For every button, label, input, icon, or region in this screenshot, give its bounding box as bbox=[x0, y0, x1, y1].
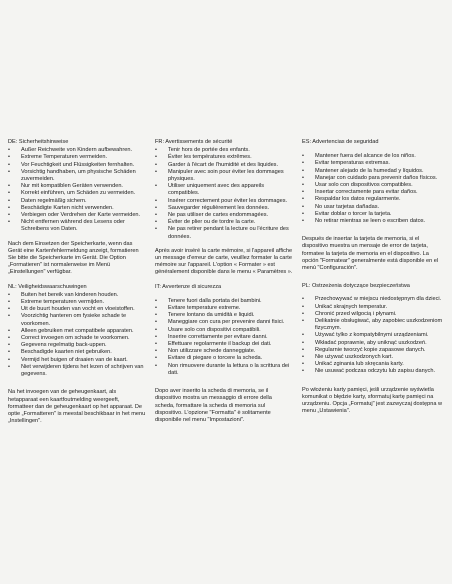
section-heading-fr: FR: Avertissements de sécurité bbox=[155, 139, 233, 145]
section-heading-nl: NL: Veiligheidswaarschuwingen bbox=[8, 283, 87, 290]
list-item: • Niet verwijderen tijdens het lezen of schrijven van gegevens. bbox=[8, 364, 146, 378]
list-item: • Daten regelmäßig sichern. bbox=[8, 198, 146, 205]
list-item: • Außer Reichweite von Kindern aufbewahren. bbox=[8, 147, 146, 154]
list-item: • Éviter de plier ou de tordre la carte. bbox=[155, 219, 293, 226]
list-item: • Voorzichtig hanteren om fysieke schade te voorkomen. bbox=[8, 313, 146, 327]
list-item: • Mantener fuera del alcance de los niños. bbox=[302, 153, 444, 160]
list-item: • Evitar temperaturas extremas. bbox=[302, 160, 444, 167]
safety-list-it bbox=[155, 298, 293, 377]
format-instructions-nl: Na het invoegen van de geheugenkaart, als hetapparaat een kaartfoutmelding weergeeft, formatteer dan de geheugenkaart op het apparaat. De optie „Formatteren" is meestal beschikbaar in het menu „Instellingen". bbox=[8, 389, 146, 425]
column-left bbox=[8, 0, 146, 425]
list-item: • Vermijd het buigen of draaien van de kaart. bbox=[8, 357, 146, 364]
list-item: • Alleen gebruiken met compatibele apparaten. bbox=[8, 328, 146, 335]
list-item: • Evitare temperature estreme. bbox=[155, 305, 293, 312]
list-item: • Verbiegen oder Verdrehen der Karte vermeiden. bbox=[8, 212, 146, 219]
section-heading-it: IT: Avvertenze di sicurezza bbox=[155, 283, 222, 290]
column-right bbox=[302, 0, 444, 416]
list-item: • Manejar con cuidado para prevenir daños físicos. bbox=[302, 175, 444, 182]
list-item: • Tenere lontano da umidità e liquidi. bbox=[155, 312, 293, 319]
list-item: • Extreme Temperaturen vermeiden. bbox=[8, 154, 146, 161]
list-item: • Manipuler avec soin pour éviter les dommages physiques. bbox=[155, 169, 293, 183]
list-item: • Maneggiare con cura per prevenire danni fisici. bbox=[155, 319, 293, 326]
list-item: • Effettuare regolarmente il backup dei dati. bbox=[155, 341, 293, 348]
list-item: • Ne pas retirer pendant la lecture ou l'écriture des données. bbox=[155, 226, 293, 240]
list-item: • No usar tarjetas dañadas. bbox=[302, 204, 444, 211]
list-item: • Usare solo con dispositivi compatibili. bbox=[155, 327, 293, 334]
column-middle bbox=[155, 0, 293, 424]
format-instructions-pl: Po włożeniu karty pamięci, jeśli urządzenie wyświetla komunikat o błędzie karty, sformatuj kartę pamięci na urządzeniu. Opcja „Formatuj" jest zazwyczaj dostępna w menu „Ustawienia". bbox=[302, 386, 443, 415]
list-item: • Garder à l'écart de l'humidité et des liquides. bbox=[155, 162, 293, 169]
list-item: • Chronić przed wilgocią i płynami. bbox=[302, 311, 444, 318]
list-item: • Nicht entfernen während des Lesens oder Schreibens von Daten. bbox=[8, 219, 146, 233]
list-item: • Nie używać uszkodzonych kart. bbox=[302, 354, 444, 361]
list-item: • Gegevens regelmatig back-uppen. bbox=[8, 342, 146, 349]
list-item: • Beschadigde kaarten niet gebruiken. bbox=[8, 349, 146, 356]
list-item: • Utiliser uniquement avec des appareils compatibles. bbox=[155, 183, 293, 197]
list-item: • Beschädigte Karten nicht verwenden. bbox=[8, 205, 146, 212]
list-item: • Vor Feuchtigkeit und Flüssigkeiten fernhalten. bbox=[8, 162, 146, 169]
list-item: • Tenir hors de portée des enfants. bbox=[155, 147, 293, 154]
list-item: • Nur mit kompatiblen Geräten verwenden. bbox=[8, 183, 146, 190]
list-item: • Correct invoegen om schade te voorkomen. bbox=[8, 335, 146, 342]
list-item: • Ne pas utiliser de cartes endommagées. bbox=[155, 212, 293, 219]
list-item: • Éviter les températures extrêmes. bbox=[155, 154, 293, 161]
list-item: • Insérer correctement pour éviter les dommages. bbox=[155, 198, 293, 205]
list-item: • Evitare di piegare o torcere la scheda. bbox=[155, 355, 293, 362]
list-item: • Używać tylko z kompatybilnymi urządzeniami. bbox=[302, 332, 444, 339]
list-item: • Tenere fuori dalla portata dei bambini. bbox=[155, 298, 293, 305]
list-item: • Unikać skrajnych temperatur. bbox=[302, 304, 444, 311]
list-item: • Usar solo con dispositivos compatibles. bbox=[302, 182, 444, 189]
list-item: • Buiten het bereik van kinderen houden. bbox=[8, 292, 146, 299]
section-heading-de: DE: Sicherheitshinweise bbox=[8, 139, 69, 145]
list-item: • Non rimuovere durante la lettura o la scrittura dei dati. bbox=[155, 363, 293, 377]
safety-list-es bbox=[302, 153, 444, 225]
safety-list-fr bbox=[155, 147, 293, 241]
list-item: • Inserire correttamente per evitare danni. bbox=[155, 334, 293, 341]
list-item: • Vorsichtig handhaben, um physische Schäden zuvermeiden. bbox=[8, 169, 146, 183]
list-item: • Przechowywać w miejscu niedostępnym dla dzieci. bbox=[302, 296, 444, 303]
list-item: • Respaldar los datos regularmente. bbox=[302, 196, 444, 203]
list-item: • Extreme temperaturen vermijden. bbox=[8, 299, 146, 306]
safety-list-nl bbox=[8, 292, 146, 378]
list-item: • Non utilizzare schede danneggiate. bbox=[155, 348, 293, 355]
list-item: • Evitar doblar o torcer la tarjeta. bbox=[302, 211, 444, 218]
list-item: • Mantener alejado de la humedad y líquidos. bbox=[302, 168, 444, 175]
section-heading-es: ES: Advertencias de seguridad bbox=[302, 139, 379, 145]
section-heading-pl: PL: Ostrzeżenia dotyczące bezpieczeństwa bbox=[302, 283, 410, 290]
list-item: • Sauvegarder régulièrement les données. bbox=[155, 205, 293, 212]
format-instructions-de: Nach dem Einsetzen der Speicherkarte, wenn das Gerät eine Kartenfehlermeldung anzeigt, formatieren Sie bitte die Speicherkarte im Gerät. Die Option „Formatieren" ist normalerweise im Menü „Einstellungen" verfügbar. bbox=[8, 240, 139, 276]
list-item: • Unikać zginania lub skręcania karty. bbox=[302, 361, 444, 368]
list-item: • Delikatnie obsługiwać, aby zapobiec uszkodzeniom fizycznym. bbox=[302, 318, 444, 332]
format-instructions-fr: Après avoir inséré la carte mémoire, si l'appareil affiche un message d'erreur de carte, veuillez formater la carte mémoire sur l'appareil. L'option « Formater » est généralement disponible dans le menu « Paramètres ». bbox=[155, 247, 293, 276]
list-item: • Nie usuwać podczas odczytu lub zapisu danych. bbox=[302, 368, 444, 375]
safety-list-pl bbox=[302, 296, 444, 375]
list-item: • Regularnie tworzyć kopie zapasowe danych. bbox=[302, 347, 444, 354]
safety-list-de bbox=[8, 147, 146, 233]
list-item: • No retirar mientras se leen o escriben datos. bbox=[302, 218, 444, 225]
list-item: • Insertar correctamente para evitar daños. bbox=[302, 189, 444, 196]
list-item: • Wkładać poprawnie, aby uniknąć uszkodzeń. bbox=[302, 340, 444, 347]
list-item: • Uit de buurt houden van vocht en vloeistoffen. bbox=[8, 306, 146, 313]
list-item: • Korrekt einführen, um Schäden zu vermeiden. bbox=[8, 190, 146, 197]
format-instructions-es: Después de insertar la tarjeta de memoria, si el dispositivo muestra un mensaje de error de tarjeta, formatee la tarjeta de memoria en el dispositivo. La opción "Formatear" generalmente está disponible en el menú "Configuración". bbox=[302, 236, 439, 272]
format-instructions-it: Dopo aver inserito la scheda di memoria, se il dispositivo mostra un messaggio di errore della scheda, formattare la scheda di memoria sul dispositivo. L'opzione "Formatta" è solitamente disponibile nel menu "Impostazioni". bbox=[155, 388, 272, 423]
